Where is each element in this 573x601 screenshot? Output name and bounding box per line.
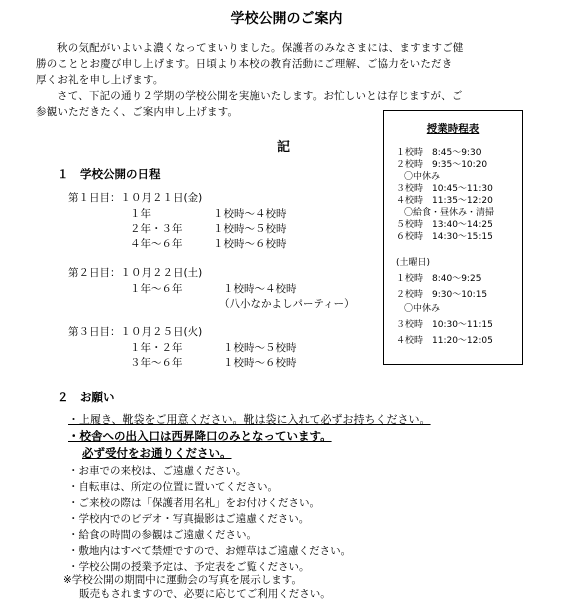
- schedule-title: 授業時程表: [426, 123, 480, 135]
- request-item: ・給食の時間の参観はご遠慮ください。: [68, 529, 257, 541]
- schedule-saturday-row: ４校時 11:20～12:05: [396, 336, 493, 346]
- request-item: 必ず受付をお通りください。: [82, 446, 232, 460]
- intro-line-4: さて、下記の通り２学期の学校公開を実施いたします。お忙しいとは存じますが、ご: [57, 90, 463, 102]
- request-item: ・学校公開の授業予定は、予定表をご覧ください。: [68, 561, 310, 573]
- intro-line-5: 参観いただきたく、ご案内申し上げます。: [36, 106, 239, 118]
- request-item: ・敷地内はすべて禁煙ですので、お煙草はご遠慮ください。: [68, 545, 352, 557]
- schedule-weekday-row: ６校時 14:30～15:15: [396, 232, 493, 242]
- day3-grade-2: ３年～６年: [130, 357, 183, 369]
- schedule-saturday-row: ３校時 10:30～11:15: [396, 320, 493, 330]
- intro-line-1: 秋の気配がいよいよ濃くなってまいりました。保護者のみなさまには、ますますご健: [57, 42, 464, 54]
- schedule-weekday-row: ５校時 13:40～14:25: [396, 220, 493, 230]
- intro-line-2: 勝のこととお慶び申し上げます。日頃より本校の教育活動にご理解、ご協力をいただき: [36, 58, 453, 70]
- section2-heading: ２ お願い: [57, 390, 115, 404]
- schedule-saturday-label: (土曜日): [396, 258, 431, 268]
- schedule-weekday-row: ４校時 11:35～12:20: [396, 196, 493, 206]
- request-note: ※学校公開の期間中に運動会の写真を展示します。: [63, 574, 302, 586]
- day3-period-2: １校時～６校時: [223, 357, 297, 369]
- schedule-weekday-row: 〇中休み: [404, 172, 441, 182]
- day1-grade-1: １年: [130, 208, 151, 220]
- day2-note: （八小なかよしパーティー）: [219, 298, 355, 310]
- day3-period-1: １校時～５校時: [223, 342, 297, 354]
- schedule-saturday-row: 〇中休み: [404, 304, 441, 314]
- day3-label: 第３日目：１０月２５日(火): [68, 326, 203, 338]
- schedule-weekday-row: ３校時 10:45～11:30: [396, 184, 493, 194]
- page-title: 学校公開のご案内: [230, 11, 343, 27]
- day1-period-3: １校時～６校時: [213, 238, 287, 250]
- request-item: ・ご来校の際は「保護者用名札」をお付けください。: [68, 497, 320, 509]
- day2-grade-1: １年～６年: [130, 283, 183, 295]
- request-note: 販売もされますので、必要に応じてご利用ください。: [79, 588, 331, 600]
- ki-heading: 記: [277, 140, 291, 155]
- day2-period-1: １校時～４校時: [223, 283, 297, 295]
- schedule-weekday-row: ２校時 9:35～10:20: [396, 160, 488, 170]
- request-item: ・上履き、靴袋をご用意ください。靴は袋に入れて必ずお持ちください。: [68, 413, 431, 426]
- section1-heading: １ 学校公開の日程: [57, 167, 161, 181]
- day3-grade-1: １年・２年: [130, 342, 183, 354]
- day1-period-2: １校時～５校時: [213, 223, 287, 235]
- day1-label: 第１日目：１０月２１日(金): [68, 192, 203, 204]
- request-item: ・自転車は、所定の位置に置いてください。: [68, 481, 278, 493]
- intro-line-3: 厚くお礼を申し上げます。: [36, 74, 164, 86]
- request-item: ・校舎への出入口は西昇降口のみとなっています。: [68, 429, 332, 443]
- schedule-saturday-row: ２校時 9:30～10:15: [396, 290, 488, 300]
- day1-grade-2: ２年・３年: [130, 223, 183, 235]
- request-item: ・学校内でのビデオ・写真撮影はご遠慮ください。: [68, 513, 310, 525]
- schedule-box: [383, 110, 523, 365]
- schedule-weekday-row: １校時 8:45～9:30: [396, 148, 482, 158]
- request-item: ・お車での来校は、ご遠慮ください。: [68, 465, 247, 477]
- day1-grade-3: ４年～６年: [130, 238, 183, 250]
- day1-period-1: １校時～４校時: [213, 208, 287, 220]
- schedule-saturday-row: １校時 8:40～9:25: [396, 274, 482, 284]
- day2-label: 第２日目：１０月２２日(土): [68, 267, 203, 279]
- schedule-weekday-row: 〇給食・昼休み・清掃: [404, 208, 495, 218]
